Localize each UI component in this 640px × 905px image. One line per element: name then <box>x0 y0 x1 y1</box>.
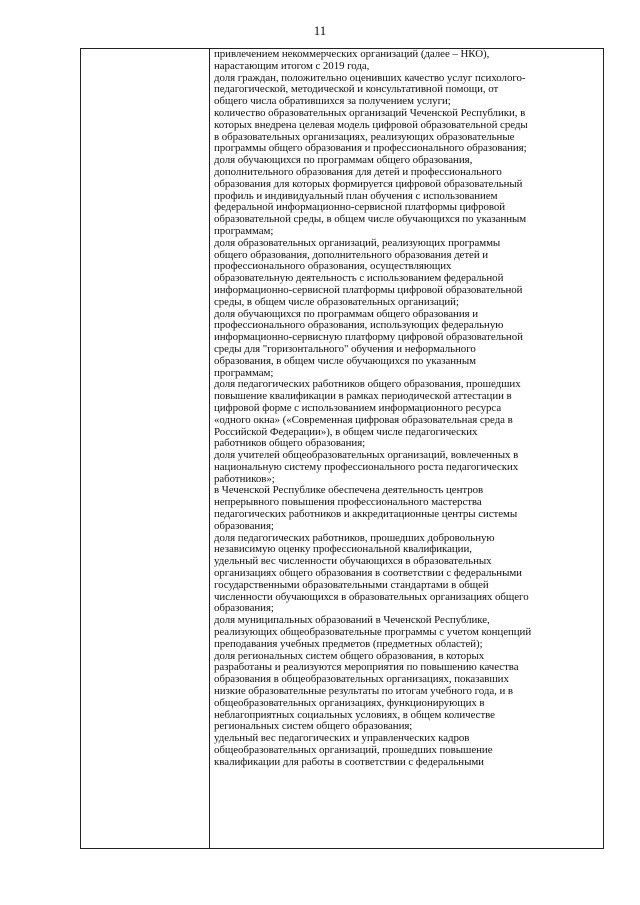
text-line: удельный вес численности обучающихся в образовательных <box>214 556 492 568</box>
text-line: разработаны и реализуются мероприятия по повышению качества <box>214 662 519 674</box>
text-line: доля педагогических работников общего образования, прошедших <box>214 379 521 391</box>
text-line: общего числа обратившихся за получением услуги; <box>214 96 451 108</box>
text-line: профиль и индивидуальный план обучения с использованием <box>214 190 498 202</box>
text-line: привлечением некоммерческих организаций (далее – НКО), <box>214 49 490 60</box>
text-line: повышение квалификации в рамках периодической аттестации в <box>214 391 512 403</box>
text-line: работников»; <box>214 473 275 485</box>
text-line: национальную систему профессионального роста педагогических <box>214 461 519 473</box>
text-line: дополнительного образования для детей и профессионального <box>214 166 502 178</box>
text-line: программы общего образования и профессионального образования; <box>214 143 527 155</box>
text-line: доля обучающихся по программам общего образования и <box>214 308 479 320</box>
text-line: доля региональных систем общего образования, в которых <box>214 650 485 662</box>
text-line: Российской Федерации»), в общем числе педагогических <box>214 426 478 438</box>
text-line: образования для которых формируется цифровой образовательный <box>214 178 523 190</box>
document-table <box>80 48 604 849</box>
text-line: доля обучающихся по программам общего образования, <box>214 155 473 167</box>
text-line: программам; <box>214 367 274 379</box>
text-line: общего образования, дополнительного образования детей и <box>214 249 489 261</box>
text-line: организациях общего образования в соответствии с федеральными <box>214 568 522 580</box>
text-line: федеральной информационно-сервисной платформы цифровой <box>214 202 506 214</box>
text-line: доля граждан, положительно оценивших качество услуг психолого- <box>214 72 526 84</box>
text-line: «одного окна» («Современная цифровая образовательная среда в <box>214 414 513 426</box>
text-line: независимую оценку профессиональной квалификации, <box>214 544 472 556</box>
text-line: профессионального образования, осуществляющих <box>214 261 452 273</box>
text-line: доля педагогических работников, прошедших добровольную <box>214 532 495 544</box>
text-line: цифровой форме с использованием информационного ресурса <box>214 402 502 414</box>
text-line: информационно-сервисной платформы цифровой образовательной <box>214 284 523 296</box>
text-line: низкие образовательные результаты по итогам учебного года, и в <box>214 686 513 698</box>
text-line: информационно-сервисную платформу цифровой образовательной <box>214 332 523 344</box>
text-line: образования; <box>214 603 274 615</box>
text-line: государственными образовательными стандартами в общей <box>214 579 489 591</box>
text-line: доля муниципальных образований в Чеченской Республике, <box>214 615 490 627</box>
text-line: неблагоприятных социальных условиях, в общем количестве <box>214 709 495 721</box>
text-line: которых внедрена целевая модель цифровой образовательной среды <box>214 119 528 131</box>
text-line: преподавания учебных предметов (предметных областей); <box>214 638 483 650</box>
text-line: образовательной среды, в общем числе обучающихся по указанным <box>214 214 527 226</box>
text-line: удельный вес педагогических и управленческих кадров <box>214 733 470 745</box>
text-line: педагогических работников и аккредитационные центры системы <box>214 509 518 521</box>
text-line: программам; <box>214 225 274 237</box>
indicator-text <box>214 49 600 769</box>
text-line: доля учителей общеобразовательных организаций, вовлеченных в <box>214 450 519 462</box>
text-line: работников общего образования; <box>214 438 366 450</box>
text-line: количество образовательных организаций Чеченской Республики, в <box>214 107 526 119</box>
text-line: образовательную деятельность с использованием федеральной <box>214 273 504 285</box>
text-line: нарастающим итогом с 2019 года, <box>214 60 370 72</box>
text-line: среды для "горизонтального" обучения и неформального <box>214 343 476 355</box>
text-line: в Чеченской Республике обеспечена деятельность центров <box>214 485 484 497</box>
text-line: образования в общеобразовательных организациях, показавших <box>214 674 509 686</box>
text-line: общеобразовательных организациях, функционирующих в <box>214 697 485 709</box>
table-cell-right <box>210 49 604 849</box>
text-line: в образовательных организациях, реализующих образовательные <box>214 131 515 143</box>
text-line: квалификации для работы в соответствии с федеральными <box>214 756 484 768</box>
text-line: среды, в общем числе образовательных организаций; <box>214 296 459 308</box>
text-line: образования; <box>214 520 274 532</box>
text-line: образования, в общем числе обучающихся по указанным <box>214 355 476 367</box>
text-line: профессионального образования, использующих федеральную <box>214 320 504 332</box>
text-line: реализующих общеобразовательные программы с учетом концепций <box>214 627 532 639</box>
text-line: общеобразовательных организаций, прошедших повышение <box>214 745 493 757</box>
text-line: региональных систем общего образования; <box>214 721 413 733</box>
page-number: 11 <box>313 23 327 38</box>
text-line: непрерывного повышения профессионального мастерства <box>214 497 482 509</box>
text-line: педагогической, методической и консультативной помощи, от <box>214 84 499 96</box>
text-line: численности обучающихся в образовательных организациях общего <box>214 591 529 603</box>
table-cell-left <box>81 49 210 849</box>
text-line: доля образовательных организаций, реализующих программы <box>214 237 501 249</box>
table-row <box>81 49 604 849</box>
